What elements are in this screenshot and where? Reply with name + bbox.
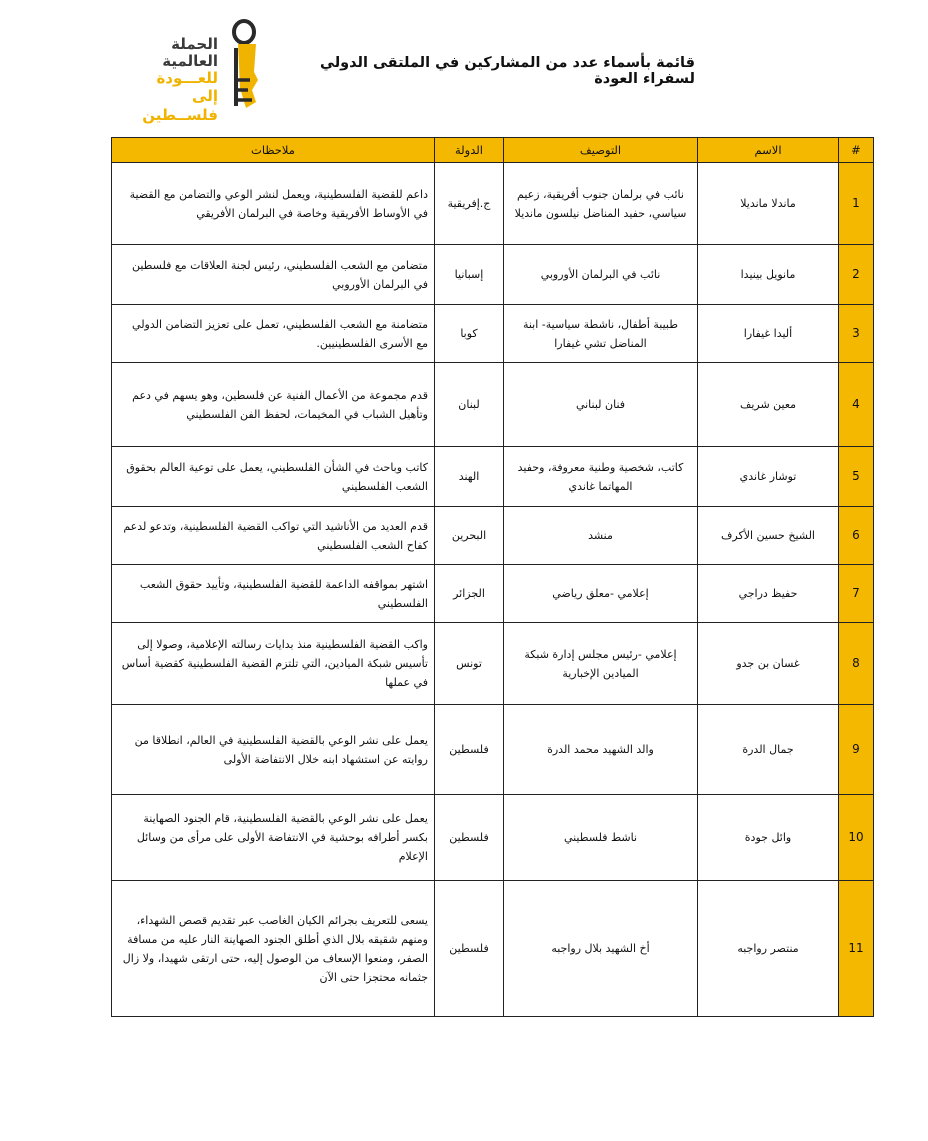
campaign-logo	[118, 18, 268, 124]
table-row	[112, 305, 874, 363]
page-title: قائمة بأسماء عدد من المشاركين في الملتقى الدولي لسفراء العودة	[320, 55, 695, 87]
participant-country: الهند	[435, 447, 504, 507]
key-icon	[224, 18, 268, 110]
col-header-notes: ملاحظات	[112, 138, 435, 163]
participant-notes: واكب القضية الفلسطينية منذ بدايات رسالته الإعلامية، وصولا إلى تأسيس شبكة الميادين، التي تلتزم القضية الفلسطينية كقضية أساس في عملها	[112, 623, 435, 705]
participant-description: طبيبة أطفال، ناشطة سياسية- ابنة المناضل تشي غيفارا	[504, 305, 698, 363]
participant-notes: قدم مجموعة من الأعمال الفنية عن فلسطين، وهو يسهم في دعم وتأهيل الشباب في المخيمات، لحفظ الفن الفلسطيني	[112, 363, 435, 447]
participant-country: تونس	[435, 623, 504, 705]
participant-notes: كاتب وباحث في الشأن الفلسطيني، يعمل على توعية العالم بحقوق الشعب الفلسطيني	[112, 447, 435, 507]
logo-line-1: الحملة العالمية	[162, 35, 218, 70]
participant-description: كاتب، شخصية وطنية معروفة، وحفيد المهاتما غاندي	[504, 447, 698, 507]
participant-description: منشد	[504, 507, 698, 565]
table-row	[112, 881, 874, 1017]
col-header-country: الدولة	[435, 138, 504, 163]
participant-description: إعلامي -رئيس مجلس إدارة شبكة الميادين الإخبارية	[504, 623, 698, 705]
participant-description: نائب في برلمان جنوب أفريقية، زعيم سياسي، حفيد المناضل نيلسون مانديلا	[504, 163, 698, 245]
participant-description: فنان لبناني	[504, 363, 698, 447]
participant-notes: متضامنة مع الشعب الفلسطيني، تعمل على تعزيز التضامن الدولي مع الأسرى الفلسطينيين.	[112, 305, 435, 363]
participant-country: البحرين	[435, 507, 504, 565]
participant-name: توشار غاندي	[698, 447, 839, 507]
participant-notes: يسعى للتعريف بجرائم الكيان الغاصب عبر تقديم قصص الشهداء، ومنهم شقيقه بلال الذي أطلق الجنود الصهاينة النار عليه من مسافة الصفر، ومنعوا الإسعاف من الوصول إليه، حتى ارتقى شهيدا، ولا زال جثمانه محتجزا حتى الآن	[112, 881, 435, 1017]
table-row	[112, 363, 874, 447]
participant-country: فلسطين	[435, 705, 504, 795]
participant-name: جمال الدرة	[698, 705, 839, 795]
row-number: 2	[839, 245, 874, 305]
row-number: 5	[839, 447, 874, 507]
participant-notes: اشتهر بمواقفه الداعمة للقضية الفلسطينية، وتأييد حقوق الشعب الفلسطيني	[112, 565, 435, 623]
logo-line-2: للعـــودة	[156, 69, 218, 87]
participant-name: وائل جودة	[698, 795, 839, 881]
row-number: 11	[839, 881, 874, 1017]
participant-description: إعلامي -معلق رياضي	[504, 565, 698, 623]
table-row	[112, 163, 874, 245]
participant-country: ج.إفريقية	[435, 163, 504, 245]
participant-description: ناشط فلسطيني	[504, 795, 698, 881]
participant-country: إسبانيا	[435, 245, 504, 305]
table-row	[112, 447, 874, 507]
row-number: 1	[839, 163, 874, 245]
table-header-row	[112, 138, 874, 163]
col-header-number: #	[839, 138, 874, 163]
participant-notes: متضامن مع الشعب الفلسطيني، رئيس لجنة العلاقات مع فلسطين في البرلمان الأوروبي	[112, 245, 435, 305]
col-header-description: التوصيف	[504, 138, 698, 163]
table-row	[112, 623, 874, 705]
table-row	[112, 507, 874, 565]
participant-description: أخ الشهيد بلال رواجبه	[504, 881, 698, 1017]
col-header-name: الاسم	[698, 138, 839, 163]
participant-name: حفيظ دراجي	[698, 565, 839, 623]
participant-country: فلسطين	[435, 881, 504, 1017]
participant-name: مانويل بينيدا	[698, 245, 839, 305]
table-row	[112, 795, 874, 881]
row-number: 3	[839, 305, 874, 363]
logo-text	[118, 36, 218, 125]
table-row	[112, 245, 874, 305]
participant-name: ماندلا مانديلا	[698, 163, 839, 245]
participant-name: منتصر رواجبه	[698, 881, 839, 1017]
participant-notes: يعمل على نشر الوعي بالقضية الفلسطينية في العالم، انطلاقا من روايته عن استشهاد ابنه خلال الانتفاضة الأولى	[112, 705, 435, 795]
participant-name: غسان بن جدو	[698, 623, 839, 705]
row-number: 4	[839, 363, 874, 447]
table-row	[112, 705, 874, 795]
row-number: 9	[839, 705, 874, 795]
participant-country: لبنان	[435, 363, 504, 447]
table-row	[112, 565, 874, 623]
row-number: 8	[839, 623, 874, 705]
participant-name: معين شريف	[698, 363, 839, 447]
participant-country: كوبا	[435, 305, 504, 363]
participant-notes: داعم للقضية الفلسطينية، ويعمل لنشر الوعي والتضامن مع القضية في الأوساط الأفريقية وخاصة في البرلمان الأفريقي	[112, 163, 435, 245]
participant-description: والد الشهيد محمد الدرة	[504, 705, 698, 795]
participant-name: الشيخ حسين الأكرف	[698, 507, 839, 565]
row-number: 7	[839, 565, 874, 623]
participant-country: الجزائر	[435, 565, 504, 623]
participant-description: نائب في البرلمان الأوروبي	[504, 245, 698, 305]
logo-line-3: إلى فلســطين	[142, 87, 218, 124]
participant-notes: يعمل على نشر الوعي بالقضية الفلسطينية، قام الجنود الصهاينة بكسر أطرافه بوحشية في الانتفاضة الأولى على مرأى من وسائل الإعلام	[112, 795, 435, 881]
participant-country: فلسطين	[435, 795, 504, 881]
row-number: 6	[839, 507, 874, 565]
participant-name: أليدا غيفارا	[698, 305, 839, 363]
participant-notes: قدم العديد من الأناشيد التي تواكب القضية الفلسطينية، وتدعو لدعم كفاح الشعب الفلسطيني	[112, 507, 435, 565]
row-number: 10	[839, 795, 874, 881]
participants-table	[111, 137, 874, 1017]
